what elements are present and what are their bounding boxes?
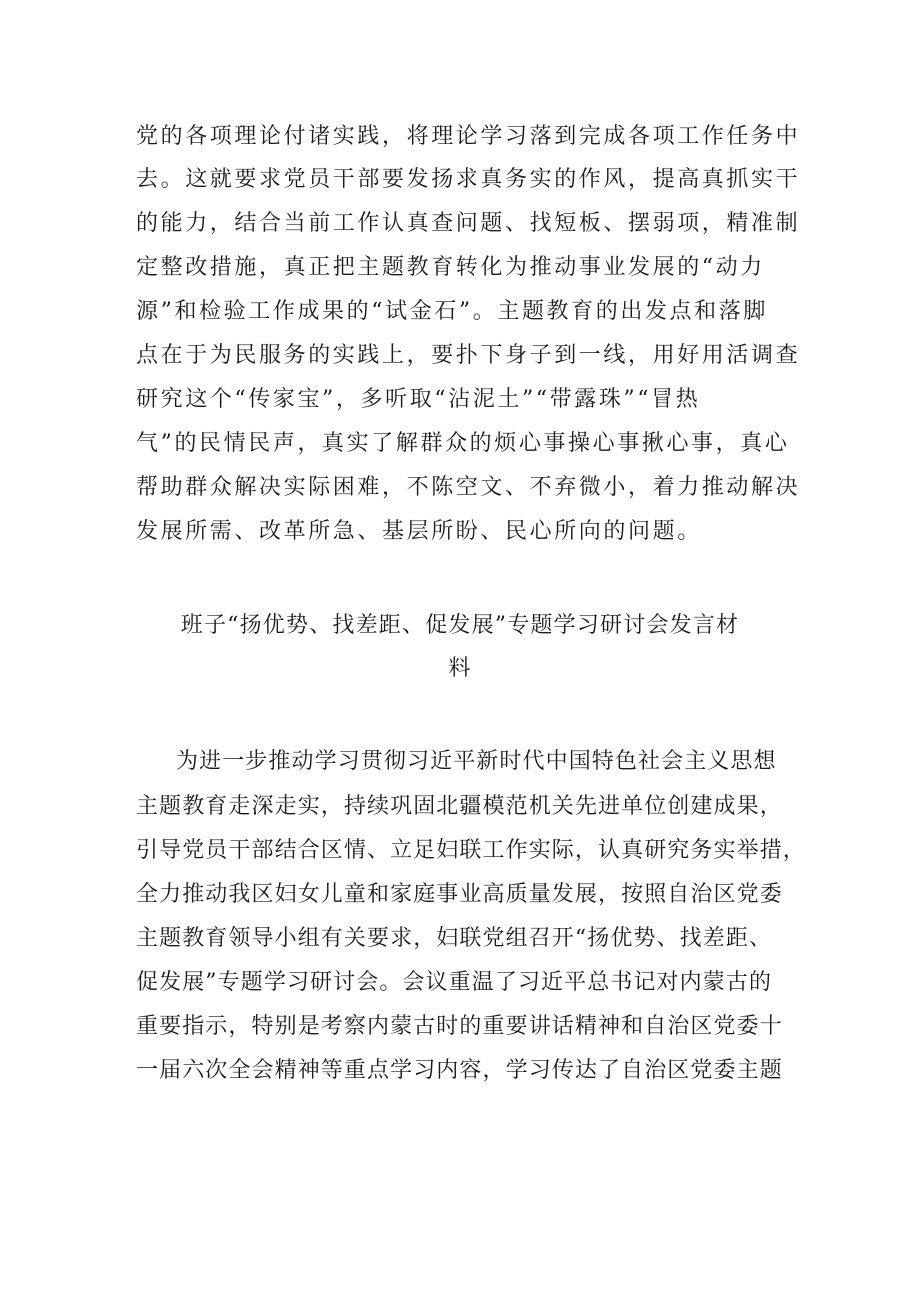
title-line: 班子“扬优势、找差距、促发展”专题学习研讨会发言材: [180, 613, 740, 638]
paragraph-line: 主题教育走深走实，持续巩固北疆模范机关先进单位创建成果，: [136, 794, 783, 819]
title-line: 料: [448, 656, 472, 681]
paragraph-line: 促发展”专题学习研讨会。会议重温了习近平总书记对内蒙古的: [136, 970, 773, 995]
paragraph-line: 点在于为民服务的实践上，要扑下身子到一线，用好用活调查: [136, 343, 801, 368]
paragraph-line: 主题教育领导小组有关要求，妇联党组召开“扬优势、找差距、: [136, 926, 773, 951]
paragraph-line: 源”和检验工作成果的“试金石”。主题教育的出发点和落脚: [136, 299, 768, 324]
paragraph-line: 引导党员干部结合区情、立足妇联工作实际，认真研究务实举措，: [136, 838, 806, 863]
paragraph-line: 帮助群众解决实际困难，不陈空文、不弃微小，着力推动解决: [136, 475, 801, 500]
paragraph-line: 气”的民情民声，真实了解群众的烦心事操心事揪心事，真心: [136, 431, 790, 456]
paragraph-line: 去。这就要求党员干部要发扬求真务实的作风，提高真抓实干: [136, 167, 801, 192]
paragraph-line: 全力推动我区妇女儿童和家庭事业高质量发展，按照自治区党委: [136, 882, 783, 907]
paragraph-line: 研究这个“传家宝”，多听取“沾泥土”“带露珠”“冒热: [136, 387, 701, 412]
paragraph-line: 重要指示，特别是考察内蒙古时的重要讲话精神和自治区党委十: [136, 1014, 783, 1039]
paragraph-line: 定整改措施，真正把主题教育转化为推动事业发展的“动力: [136, 255, 765, 280]
paragraph-line: 党的各项理论付诸实践，将理论学习落到完成各项工作任务中: [136, 124, 801, 149]
paragraph-line: 为进一步推动学习贯彻习近平新时代中国特色社会主义思想: [176, 749, 777, 774]
paragraph-line: 一届六次全会精神等重点学习内容，学习传达了自治区党委主题: [136, 1058, 783, 1083]
paragraph-line: 的能力，结合当前工作认真查问题、找短板、摆弱项，精准制: [136, 211, 801, 236]
paragraph-line: 发展所需、改革所急、基层所盼、民心所向的问题。: [136, 519, 702, 544]
